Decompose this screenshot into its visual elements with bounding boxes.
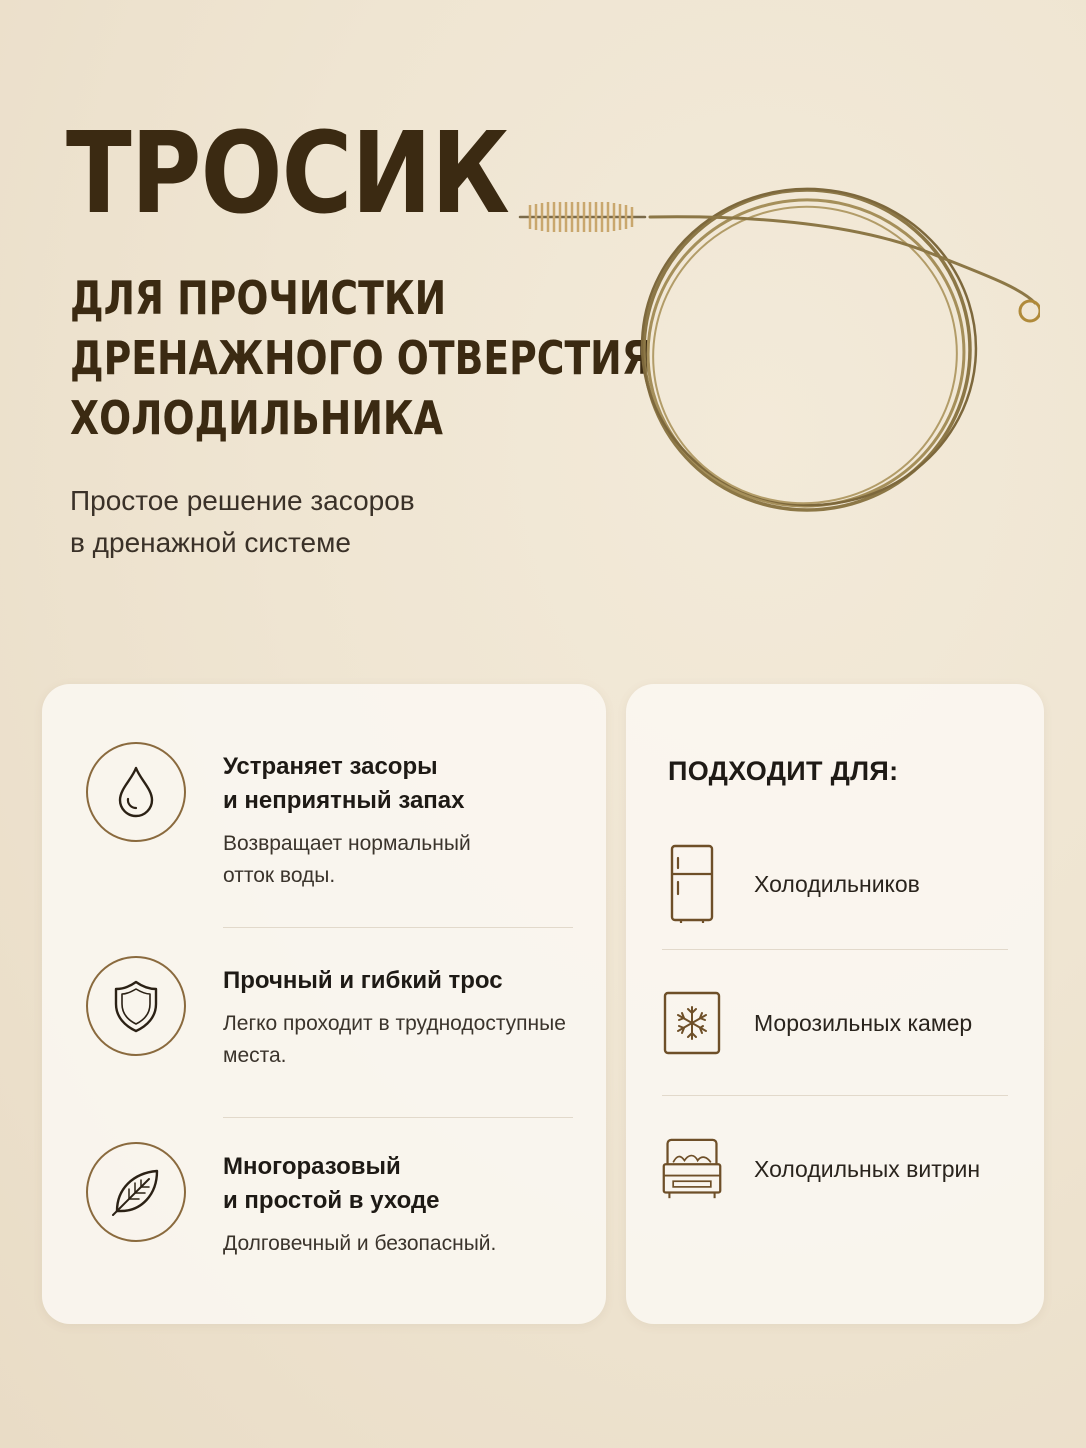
feature-description — [223, 1228, 496, 1260]
compatibility-title: ПОДХОДИТ ДЛЯ: — [668, 756, 899, 786]
compatibility-label: Холодильников — [754, 871, 920, 897]
divider — [223, 927, 573, 928]
subtitle-line: ХОЛОДИЛЬНИКА — [70, 391, 443, 445]
divider — [662, 1095, 1008, 1096]
compatibility-label: Холодильных витрин — [754, 1156, 981, 1182]
feature-title-line: Устраняет засоры — [223, 753, 438, 780]
freezer-icon-wrap — [660, 978, 724, 1068]
water-drop-icon — [112, 765, 160, 819]
divider — [223, 1117, 573, 1118]
refrigerator-icon — [669, 844, 715, 924]
cleaning-cable-image — [500, 175, 1040, 535]
feature-title-line: Многоразовый — [223, 1153, 401, 1180]
feature-desc-line: места. — [223, 1044, 287, 1067]
water-drop-icon-circle — [86, 742, 186, 842]
refrigerator-icon-wrap — [660, 839, 724, 929]
tagline-line: в дренажной системе — [70, 527, 351, 558]
divider — [662, 949, 1008, 950]
freezer-snowflake-icon — [663, 991, 721, 1055]
shield-icon-circle — [86, 956, 186, 1056]
feature-title-line: и простой в уходе — [223, 1187, 440, 1214]
page-title: ТРОСИК — [66, 109, 510, 239]
tagline — [70, 480, 415, 564]
subtitle-line: ДРЕНАЖНОГО ОТВЕРСТИЯ — [70, 331, 651, 385]
features-card — [42, 684, 606, 1324]
feature-title-line: и неприятный запах — [223, 787, 465, 814]
display-fridge-icon — [660, 1134, 724, 1204]
compatibility-item — [626, 978, 1044, 1068]
feature-desc-line: Легко проходит в труднодоступные — [223, 1012, 566, 1035]
leaf-icon-circle — [86, 1142, 186, 1242]
feature-desc-line: Долговечный и безопасный. — [223, 1232, 497, 1255]
feature-desc-line: отток воды. — [223, 864, 336, 887]
compatibility-item — [626, 839, 1044, 929]
feature-title-line: Прочный и гибкий трос — [223, 967, 503, 994]
compatibility-item — [626, 1124, 1044, 1214]
subtitle-line: ДЛЯ ПРОЧИСТКИ — [70, 271, 447, 325]
feature-description — [223, 828, 471, 892]
display-fridge-icon-wrap — [660, 1124, 724, 1214]
feature-description — [223, 1008, 566, 1072]
feature-desc-line: Возвращает нормальный — [223, 832, 471, 855]
shield-icon — [111, 978, 161, 1034]
leaf-icon — [109, 1165, 163, 1219]
compatibility-card — [626, 684, 1044, 1324]
feature-title — [223, 750, 465, 818]
tagline-line: Простое решение засоров — [70, 485, 415, 516]
feature-title — [223, 1150, 440, 1218]
feature-title — [223, 964, 503, 998]
compatibility-label: Морозильных камер — [754, 1010, 973, 1036]
